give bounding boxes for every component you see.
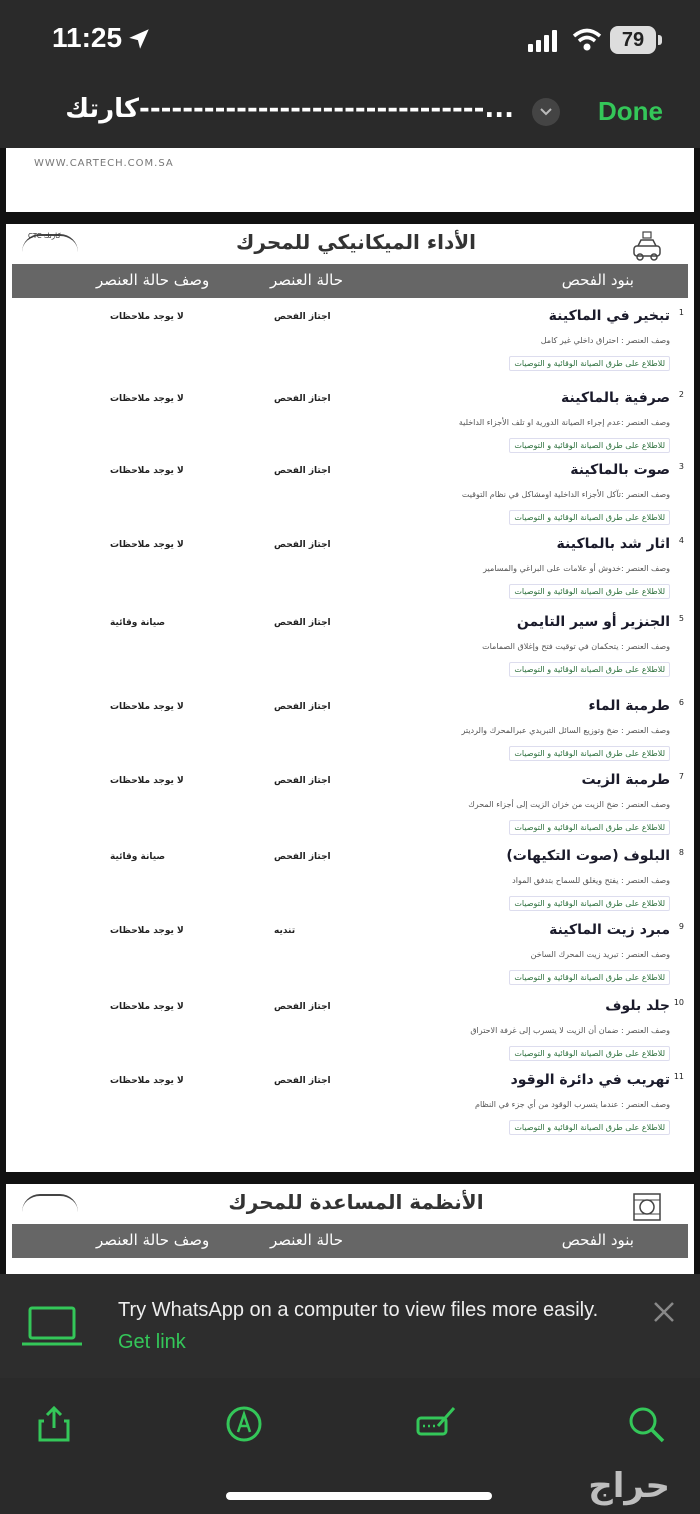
recommendations-link[interactable]: للاطلاع على طرق الصيانة الوقائية و التوصيات — [509, 746, 670, 761]
item-note: لا يوجد ملاحظات — [110, 466, 184, 476]
table-header — [12, 264, 688, 298]
close-icon[interactable] — [652, 1300, 676, 1324]
banner-message — [118, 1294, 618, 1358]
item-status: اجتاز الفحص — [274, 852, 331, 862]
laptop-icon — [20, 1304, 84, 1352]
item-note: لا يوجد ملاحظات — [110, 926, 184, 936]
recommendations-link[interactable]: للاطلاع على طرق الصيانة الوقائية و التوصيات — [509, 970, 670, 985]
header-item: بنود الفحص — [561, 271, 634, 289]
next-page — [6, 1184, 694, 1274]
recommendations-link[interactable]: للاطلاع على طرق الصيانة الوقائية و التوصيات — [509, 584, 670, 599]
item-name: طرمبة الزيت — [581, 772, 670, 788]
row-number: 1 — [678, 308, 684, 317]
item-description: وصف العنصر : يفتح ويغلق للسماح بتدفق المواد — [512, 876, 670, 885]
recommendations-link[interactable]: للاطلاع على طرق الصيانة الوقائية و التوصيات — [509, 356, 670, 371]
item-status: تنديه — [274, 926, 296, 936]
item-name: مبرد زيت الماكينة — [549, 922, 670, 938]
table-row — [6, 308, 694, 378]
document-title[interactable]: كارتك--------------------------------... — [65, 94, 514, 124]
signature-icon[interactable] — [416, 1404, 456, 1444]
item-status: اجتاز الفحص — [274, 1002, 331, 1012]
recommendations-link[interactable]: للاطلاع على طرق الصيانة الوقائية و التوصيات — [509, 438, 670, 453]
table-row — [6, 698, 694, 768]
next-section-title: الأنظمة المساعدة للمحرك — [228, 1190, 484, 1214]
item-status: اجتاز الفحص — [274, 702, 331, 712]
item-description: وصف العنصر :عدم إجراء الصيانة الدورية او تلف الأجزاء الداخلية — [458, 418, 670, 427]
item-status: اجتاز الفحص — [274, 618, 331, 628]
row-number: 8 — [678, 848, 684, 857]
item-note: لا يوجد ملاحظات — [110, 702, 184, 712]
item-status: اجتاز الفحص — [274, 1076, 331, 1086]
item-description: وصف العنصر : يتحكمان في توقيت فتح وإغلاق الصمامات — [482, 642, 670, 651]
table-row — [6, 614, 694, 684]
radiator-icon — [630, 1190, 664, 1224]
row-number: 6 — [678, 698, 684, 707]
recommendations-link[interactable]: للاطلاع على طرق الصيانة الوقائية و التوصيات — [509, 510, 670, 525]
item-description: وصف العنصر : احتراق داخلي غير كامل — [540, 336, 670, 345]
item-description: وصف العنصر : عندما يتسرب الوقود من أي جزء في النظام — [475, 1100, 670, 1109]
recommendations-link[interactable]: للاطلاع على طرق الصيانة الوقائية و التوصيات — [509, 896, 670, 911]
item-description: وصف العنصر : ضمان أن الزيت لا يتسرب إلى غرفة الاحتراق — [470, 1026, 670, 1035]
header-note: وصف حالة العنصر — [96, 271, 210, 289]
markup-icon[interactable] — [224, 1404, 264, 1444]
table-row — [6, 536, 694, 606]
row-number: 10 — [673, 998, 684, 1007]
item-note: لا يوجد ملاحظات — [110, 312, 184, 322]
item-status: اجتاز الفحص — [274, 394, 331, 404]
row-number: 11 — [673, 1072, 684, 1081]
bottom-toolbar — [0, 1378, 700, 1514]
chevron-down-icon — [539, 107, 553, 117]
cellular-signal-icon — [528, 30, 562, 52]
item-status: اجتاز الفحص — [274, 312, 331, 322]
page-header — [6, 224, 694, 260]
table-row — [6, 390, 694, 460]
banner-text: Try WhatsApp on a computer to view files more easily. — [118, 1299, 599, 1321]
header-item: بنود الفحص — [561, 1231, 634, 1249]
item-name: جلد بلوف — [605, 998, 670, 1014]
table-row — [6, 922, 694, 992]
car-engine-icon — [630, 230, 664, 264]
item-note: صيانة وقائية — [110, 852, 166, 862]
document-viewer[interactable] — [0, 148, 700, 1274]
home-indicator[interactable] — [226, 1492, 492, 1500]
recommendations-link[interactable]: للاطلاع على طرق الصيانة الوقائية و التوصيات — [509, 820, 670, 835]
item-name: اثار شد بالماكينة — [556, 536, 670, 552]
share-icon[interactable] — [34, 1404, 74, 1444]
item-description: وصف العنصر :تآكل الأجزاء الداخلية اومشاكل في نظام التوقيت — [461, 490, 670, 499]
row-number: 9 — [678, 922, 684, 931]
whatsapp-banner — [0, 1274, 700, 1378]
row-number: 2 — [678, 390, 684, 399]
status-bar — [0, 0, 700, 80]
website-footer: WWW.CARTECH.COM.SA — [34, 158, 174, 169]
header-status: حالة العنصر — [270, 271, 344, 289]
item-note: لا يوجد ملاحظات — [110, 776, 184, 786]
brand-logo-text: CTC كارتك — [28, 232, 61, 240]
title-menu-button[interactable] — [532, 98, 560, 126]
row-number: 3 — [678, 462, 684, 471]
status-time: 11:25 — [52, 22, 123, 53]
item-name: طرمبة الماء — [588, 698, 670, 714]
item-name: تهريب في دائرة الوقود — [510, 1072, 670, 1088]
previous-page — [6, 148, 694, 212]
table-row — [6, 1072, 694, 1142]
item-status: اجتاز الفحص — [274, 466, 331, 476]
brand-logo — [22, 1194, 78, 1216]
item-note: لا يوجد ملاحظات — [110, 394, 184, 404]
item-description: وصف العنصر : ضخ الزيت من خزان الزيت إلى أجزاء المحرك — [468, 800, 670, 809]
item-name: صرفية بالماكينة — [561, 390, 670, 406]
row-number: 7 — [678, 772, 684, 781]
item-note: لا يوجد ملاحظات — [110, 1002, 184, 1012]
battery-indicator: 79 — [610, 26, 656, 54]
recommendations-link[interactable]: للاطلاع على طرق الصيانة الوقائية و التوصيات — [509, 1046, 670, 1061]
item-description: وصف العنصر : تبريد زيت المحرك الساخن — [530, 950, 670, 959]
wifi-icon — [572, 28, 602, 52]
item-note: صيانة وقائية — [110, 618, 166, 628]
item-status: اجتاز الفحص — [274, 776, 331, 786]
header-status: حالة العنصر — [270, 1231, 344, 1249]
item-description: وصف العنصر : ضخ وتوزيع السائل التبريدي عبرالمحرك والرديتر — [461, 726, 670, 735]
table-row — [6, 772, 694, 842]
recommendations-link[interactable]: للاطلاع على طرق الصيانة الوقائية و التوصيات — [509, 662, 670, 677]
item-note: لا يوجد ملاحظات — [110, 540, 184, 550]
row-number: 5 — [678, 614, 684, 623]
item-description: وصف العنصر :خدوش أو علامات على البراغي والمسامير — [483, 564, 670, 573]
search-icon[interactable] — [626, 1404, 666, 1444]
header-note: وصف حالة العنصر — [96, 1231, 210, 1249]
watermark: حراج — [588, 1466, 670, 1506]
done-button[interactable]: Done — [598, 96, 663, 126]
recommendations-link[interactable]: للاطلاع على طرق الصيانة الوقائية و التوصيات — [509, 1120, 670, 1135]
item-name: تبخير في الماكينة — [548, 308, 670, 324]
report-page — [6, 224, 694, 1172]
item-name: البلوف (صوت التكيهات) — [506, 848, 670, 864]
table-header — [12, 1224, 688, 1258]
location-arrow-icon — [126, 26, 152, 52]
table-row — [6, 998, 694, 1068]
item-name: صوت بالماكينة — [570, 462, 670, 478]
nav-bar — [0, 80, 700, 148]
row-number: 4 — [678, 536, 684, 545]
section-title: الأداء الميكانيكي للمحرك — [236, 230, 476, 254]
item-note: لا يوجد ملاحظات — [110, 1076, 184, 1086]
table-row — [6, 848, 694, 918]
table-row — [6, 462, 694, 532]
item-name: الجنزير أو سير التايمن — [516, 614, 670, 630]
item-status: اجتاز الفحص — [274, 540, 331, 550]
get-link-button[interactable]: Get link — [118, 1331, 186, 1353]
